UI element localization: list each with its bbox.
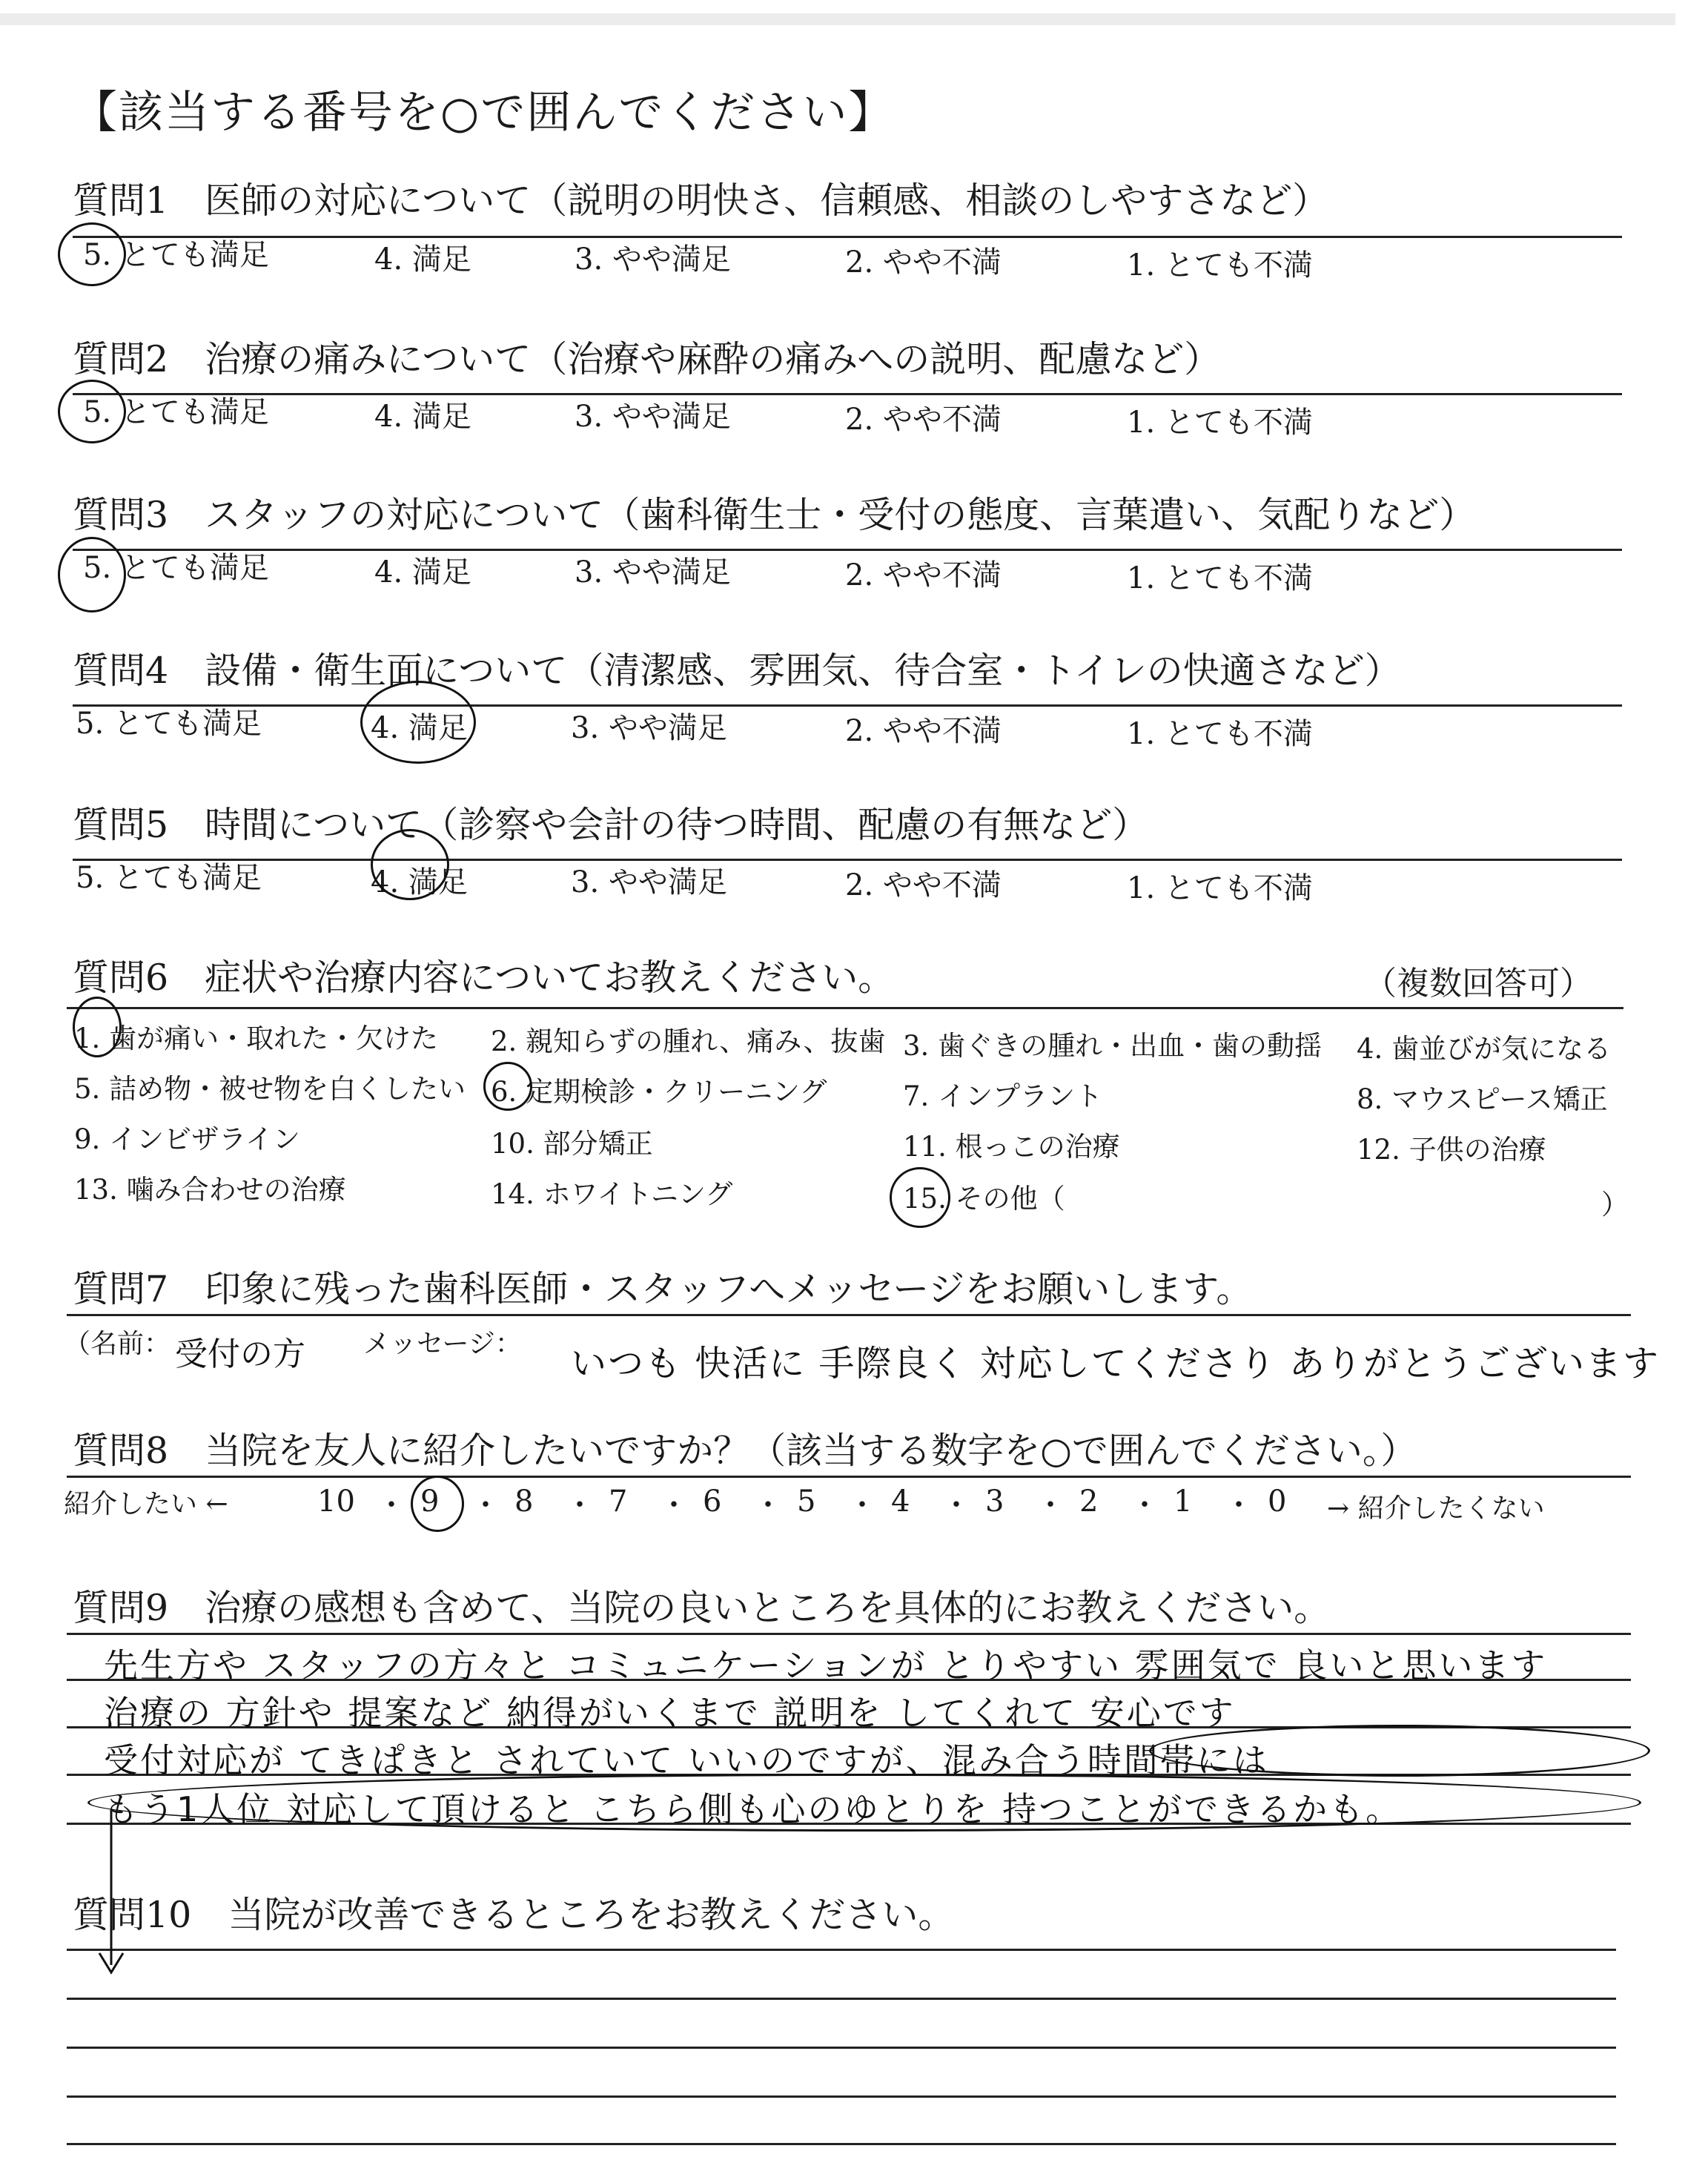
q5-option-5[interactable]: 5. とても満足	[76, 861, 262, 895]
q3-option-5[interactable]: 5. とても満足	[83, 551, 269, 585]
q6-multiple-note: （複数回答可）	[1364, 965, 1592, 1003]
q6-option-10[interactable]: 10. 部分矯正	[491, 1128, 653, 1160]
q9-title: 質問9 治療の感想も含めて、当院の良いところを具体的にお教えください。	[73, 1587, 1331, 1629]
q7-name-label: （名前：	[64, 1329, 171, 1359]
q6-option-8[interactable]: 8. マウスピース矯正	[1357, 1083, 1608, 1115]
q2-option-5[interactable]: 5. とても満足	[83, 395, 269, 429]
q7-message-label: メッセージ：	[363, 1329, 522, 1359]
q8-scale-9[interactable]: 9	[420, 1484, 440, 1519]
q8-scale-1[interactable]: 1	[1174, 1484, 1193, 1519]
q3-option-1[interactable]: 1. とても不満	[1127, 561, 1313, 595]
q8-scale-separator-dot: ・	[847, 1488, 877, 1522]
q9-handwritten-line-3[interactable]: 受付対応が てきぱきと されていて いいのですが、混み合う時間帯には	[104, 1740, 1269, 1780]
q1-option-1[interactable]: 1. とても不満	[1127, 248, 1313, 283]
q8-scale-10[interactable]: 10	[317, 1484, 355, 1519]
q2-option-1[interactable]: 1. とても不満	[1127, 406, 1313, 440]
q5-option-1[interactable]: 1. とても不満	[1127, 871, 1313, 905]
q7-title: 質問7 印象に残った歯科医師・スタッフへメッセージをお願いします。	[73, 1268, 1253, 1310]
q6-option-12[interactable]: 12. 子供の治療	[1357, 1134, 1546, 1166]
q4-option-3[interactable]: 3. やや満足	[571, 711, 727, 745]
q3-title: 質問3 スタッフの対応について（歯科衛生士・受付の態度、言葉遣い、気配りなど）	[73, 494, 1476, 536]
q6-option-13[interactable]: 13. 噛み合わせの治療	[74, 1174, 346, 1206]
q8-scale-2[interactable]: 2	[1079, 1484, 1099, 1519]
q2-title: 質問2 治療の痛みについて（治療や麻酔の痛みへの説明、配慮など）	[73, 338, 1221, 380]
q1-title: 質問1 医師の対応について（説明の明快さ、信頼感、相談のしやすさなど）	[73, 179, 1329, 222]
q7-message-handwritten[interactable]: いつも 快活に 手際良く 対応してくださり ありがとうございます	[571, 1343, 1661, 1384]
q8-title: 質問8 当院を友人に紹介したいですか？（該当する数字を○で囲んでください。）	[73, 1430, 1417, 1472]
q8-scale-separator-dot: ・	[471, 1488, 500, 1522]
q6-option-3[interactable]: 3. 歯ぐきの腫れ・出血・歯の動揺	[903, 1030, 1323, 1062]
q9-handwritten-line-4[interactable]: もう1人位 対応して頂けると こちら側も心のゆとりを 持つことができるかも。	[104, 1789, 1403, 1829]
q10-title: 質問10 当院が改善できるところをお教えください。	[73, 1894, 955, 1936]
q7-name-handwritten[interactable]: 受付の方	[175, 1335, 305, 1373]
q8-scale-separator-dot: ・	[565, 1488, 595, 1522]
q8-scale-separator-dot: ・	[377, 1488, 406, 1522]
q6-option-1[interactable]: 1. 歯が痛い・取れた・欠けた	[74, 1023, 439, 1054]
q1-option-2[interactable]: 2. やや不満	[845, 245, 1002, 280]
q9-handwritten-line-1[interactable]: 先生方や スタッフの方々と コミュニケーションが とりやすい 雰囲気で 良いと思います	[104, 1645, 1548, 1685]
q6-option-14[interactable]: 14. ホワイトニング	[491, 1178, 733, 1210]
q8-scale-separator-dot: ・	[1036, 1488, 1065, 1522]
q8-scale-separator-dot: ・	[659, 1488, 689, 1522]
q4-option-4[interactable]: 4. 満足	[371, 711, 468, 745]
q8-scale-4[interactable]: 4	[891, 1484, 910, 1519]
q4-title: 質問4 設備・衛生面について（清潔感、雰囲気、待合室・トイレの快適さなど）	[73, 650, 1401, 692]
q8-scale-separator-dot: ・	[753, 1488, 783, 1522]
q4-option-5[interactable]: 5. とても満足	[76, 707, 262, 741]
q6-title: 質問6 症状や治療内容についてお教えください。	[73, 957, 895, 999]
q8-scale-5[interactable]: 5	[797, 1484, 816, 1519]
q2-option-4[interactable]: 4. 満足	[374, 400, 471, 434]
q8-scale-0[interactable]: 0	[1268, 1484, 1287, 1519]
q8-scale-7[interactable]: 7	[609, 1484, 628, 1519]
q3-option-2[interactable]: 2. やや不満	[845, 558, 1002, 592]
q6-option-9[interactable]: 9. インビザライン	[74, 1123, 300, 1155]
q6-option-5[interactable]: 5. 詰め物・被せ物を白くしたい	[74, 1073, 466, 1105]
q6-option-2[interactable]: 2. 親知らずの腫れ、痛み、抜歯	[491, 1025, 886, 1057]
q5-title: 質問5 時間について（診察や会計の待つ時間、配慮の有無など）	[73, 804, 1149, 846]
q9-handwritten-line-2[interactable]: 治療の 方針や 提案など 納得がいくまで 説明を してくれて 安心です	[104, 1693, 1236, 1733]
q5-option-2[interactable]: 2. やや不満	[845, 868, 1002, 902]
q8-scale-3[interactable]: 3	[985, 1484, 1004, 1519]
q4-option-2[interactable]: 2. やや不満	[845, 714, 1002, 748]
q6-option-7[interactable]: 7. インプラント	[903, 1080, 1103, 1112]
instruction-heading: 【該当する番号を○で囲んでください】	[73, 87, 895, 139]
q8-scale-6[interactable]: 6	[703, 1484, 722, 1519]
q8-scale-separator-dot: ・	[941, 1488, 971, 1522]
q8-scale-8[interactable]: 8	[514, 1484, 534, 1519]
q5-option-4[interactable]: 4. 満足	[371, 865, 468, 899]
q2-option-3[interactable]: 3. やや満足	[575, 400, 731, 434]
q3-option-4[interactable]: 4. 満足	[374, 555, 471, 589]
q6-option-4[interactable]: 4. 歯並びが気になる	[1357, 1033, 1612, 1065]
q6-option-11[interactable]: 11. 根っこの治療	[903, 1131, 1120, 1163]
q5-option-3[interactable]: 3. やや満足	[571, 865, 727, 899]
q8-left-label: 紹介したい ←	[64, 1489, 228, 1519]
q4-option-1[interactable]: 1. とても不満	[1127, 717, 1313, 751]
q1-option-4[interactable]: 4. 満足	[374, 242, 471, 277]
q6-option-6[interactable]: 6. 定期検診・クリーニング	[491, 1076, 827, 1108]
q1-option-5[interactable]: 5. とても満足	[83, 238, 269, 272]
q6-option-15-close: ）	[1601, 1189, 1629, 1221]
q8-scale-separator-dot: ・	[1224, 1488, 1254, 1522]
q2-option-2[interactable]: 2. やや不満	[845, 403, 1002, 437]
q6-option-15[interactable]: 15. その他（	[903, 1183, 1065, 1215]
q8-scale-separator-dot: ・	[1130, 1488, 1159, 1522]
q3-option-3[interactable]: 3. やや満足	[575, 555, 731, 589]
q1-option-3[interactable]: 3. やや満足	[575, 242, 731, 277]
q8-right-label: → 紹介したくない	[1327, 1493, 1545, 1524]
